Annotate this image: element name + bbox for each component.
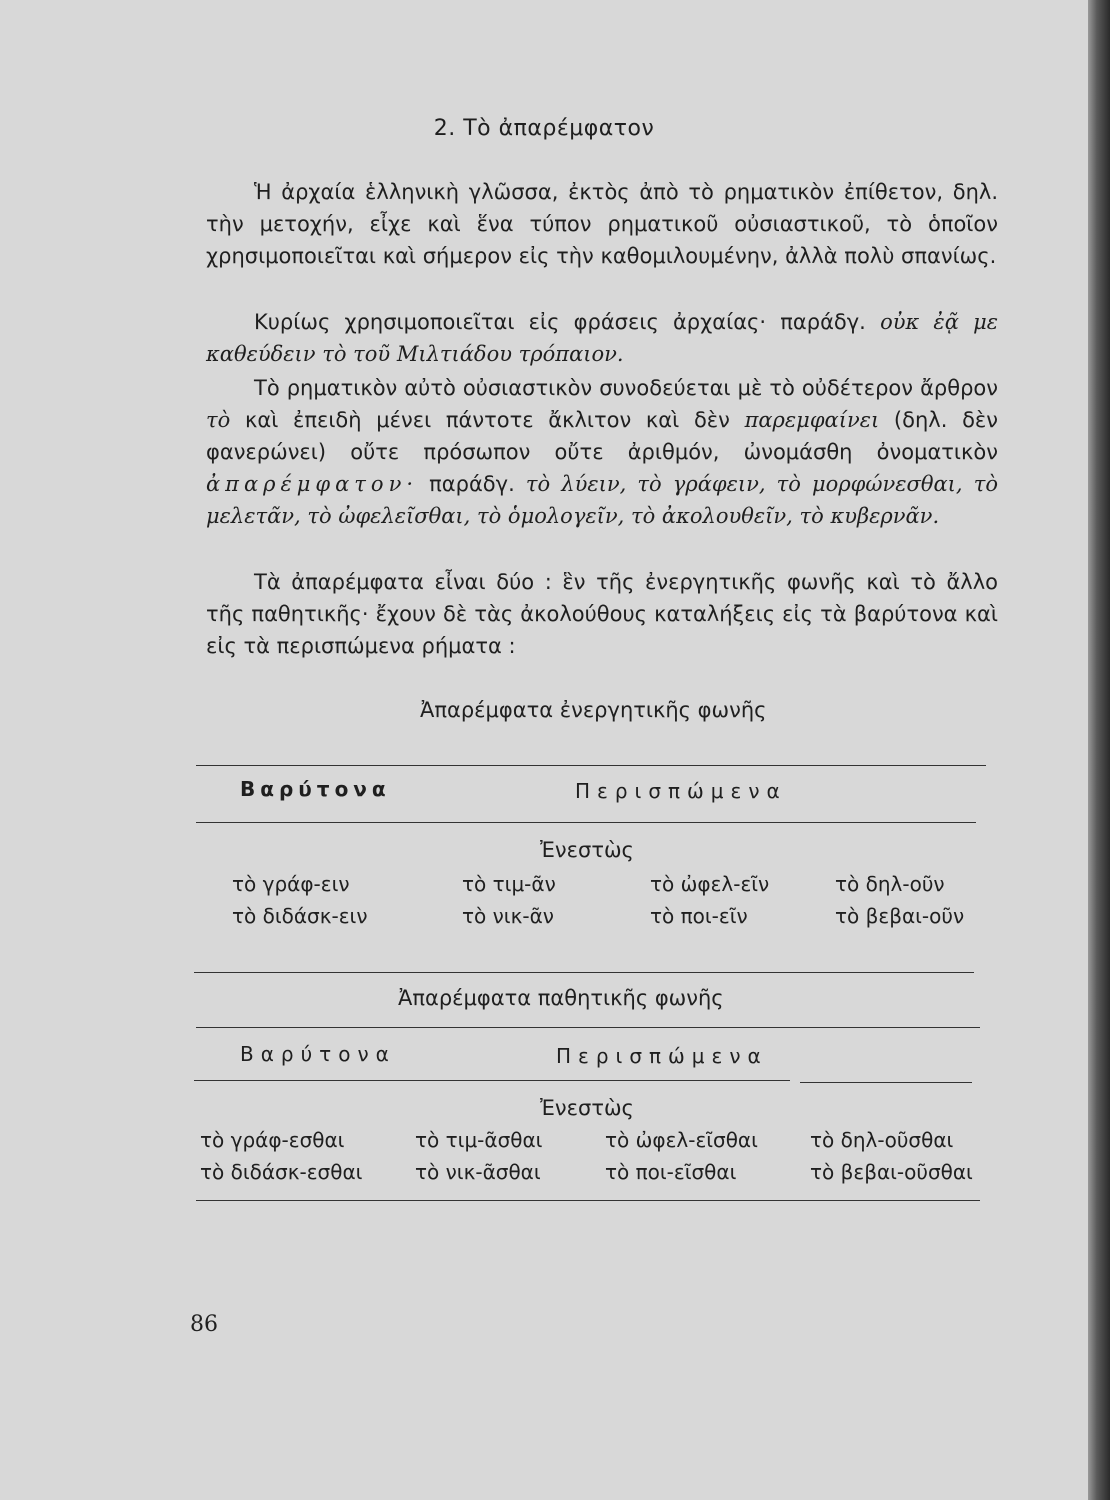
passive-cell: τὸ γράφ-εσθαι (200, 1128, 345, 1152)
passive-table-heading: Ἀπαρέμφατα παθητικῆς φωνῆς (398, 986, 724, 1010)
spaced-term: ἀπαρέμφατον· (206, 472, 419, 496)
page-number: 86 (190, 1312, 218, 1337)
active-cell: τὸ βεβαι-οῦν (835, 904, 965, 928)
table-rule (196, 1027, 980, 1028)
table-rule (194, 972, 974, 973)
table-rule (800, 1082, 972, 1083)
table-rule (194, 1080, 790, 1081)
active-cell: τὸ γράφ-ειν (232, 872, 350, 896)
passive-cell: τὸ βεβαι-οῦσθαι (810, 1160, 973, 1184)
section-title: 2. Τὸ ἀπαρέμφατον (433, 116, 655, 141)
passive-cell: τὸ ὠφελ-εῖσθαι (605, 1128, 758, 1152)
table-rule (196, 765, 986, 766)
article-term: τὸ (206, 408, 231, 432)
paragraph-2 (206, 306, 998, 370)
active-cell: τὸ ποι-εῖν (650, 904, 748, 928)
book-spine (1088, 0, 1110, 1500)
active-cell: τὸ διδάσκ-ειν (232, 904, 368, 928)
active-table-heading: Ἀπαρέμφατα ἐνεργητικῆς φωνῆς (420, 698, 767, 722)
active-cell: τὸ ὠφελ-εῖν (650, 872, 770, 896)
active-cell: τὸ τιμ-ᾶν (462, 872, 556, 896)
active-tense: Ἐνεστὼς (540, 838, 634, 862)
passive-tense: Ἐνεστὼς (540, 1096, 634, 1120)
paragraph-3-part-a: Τὸ ρηματικὸν αὐτὸ οὐσιαστικὸν συνοδεύεται μὲ τὸ οὐδέτερον ἄρθρον (254, 376, 998, 400)
active-cell: τὸ δηλ-οῦν (835, 872, 945, 896)
paragraph-4: Τὰ ἀπαρέμφατα εἶναι δύο : ἓν τῆς ἐνεργητικῆς φωνῆς καὶ τὸ ἄλλο τῆς παθητικῆς· ἔχουν δὲ τὰς ἀκολούθους καταλήξεις εἰς τὰ βαρύτονα καὶ εἰς τὰ περισπώμενα ρήματα : (206, 570, 998, 658)
table-rule (196, 1200, 980, 1201)
table-rule (196, 822, 976, 823)
passive-cell: τὸ νικ-ᾶσθαι (415, 1160, 541, 1184)
paragraph-1: Ἡ ἀρχαία ἑλληνικὴ γλῶσσα, ἐκτὸς ἀπὸ τὸ ρηματικὸν ἐπίθετον, δηλ. τὴν μετοχήν, εἶχε καὶ ἕνα τύπον ρηματικοῦ οὐσιαστικοῦ, τὸ ὁποῖον χρησιμοποιεῖται καὶ σήμερον εἰς τὴν καθομιλουμένην, ἀλλὰ πολὺ σπανίως. (206, 180, 998, 268)
paragraph-3-part-b: καὶ ἐπειδὴ μένει πάντοτε ἄκλιτον καὶ δὲν (244, 408, 730, 432)
passive-cell: τὸ διδάσκ-εσθαι (200, 1160, 363, 1184)
active-col-barytona: Βαρύτονα (240, 777, 391, 801)
paragraph-2-example: οὐκ ἐᾷ με καθεύδειν τὸ τοῦ Μιλτιάδου τρόπαιον. (206, 310, 998, 366)
paragraph-3-part-d: παράδγ. (429, 472, 515, 496)
active-col-perispomena: Περισπώμενα (575, 779, 787, 803)
active-cell: τὸ νικ-ᾶν (462, 904, 554, 928)
passive-col-perispomena: Περισπώμενα (556, 1044, 768, 1068)
passive-cell: τὸ ποι-εῖσθαι (605, 1160, 737, 1184)
paragraph-3-part-c: (δηλ. δὲν φανερώνει) οὔτε πρόσωπον οὔτε ἀριθμόν, ὠνομάσθη ὀνοματικὸν (206, 408, 998, 464)
passive-col-barytona: Βαρύτονα (240, 1042, 396, 1066)
passive-cell: τὸ δηλ-οῦσθαι (810, 1128, 954, 1152)
verb-term: παρεμφαίνει (744, 408, 880, 432)
paragraph-3 (206, 372, 998, 532)
paragraph-2-text: Κυρίως χρησιμοποιεῖται εἰς φράσεις ἀρχαίας· παράδγ. (254, 310, 866, 334)
passive-cell: τὸ τιμ-ᾶσθαι (415, 1128, 543, 1152)
paragraph-3-examples: τὸ λύειν, τὸ γράφειν, τὸ μορφώνεσθαι, τὸ μελετᾶν, τὸ ὠφελεῖσθαι, τὸ ὁμολογεῖν, τὸ ἀκολουθεῖν, τὸ κυβερνᾶν. (206, 472, 998, 528)
